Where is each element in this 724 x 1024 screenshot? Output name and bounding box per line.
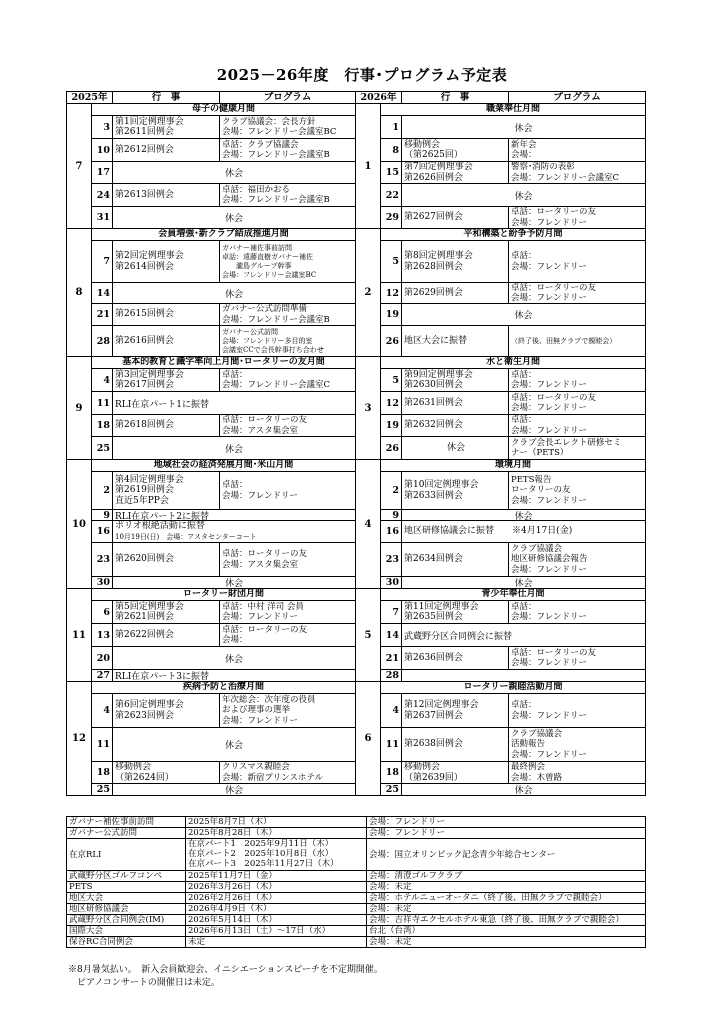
schedule-row bbox=[381, 241, 645, 283]
schedule-row bbox=[381, 624, 645, 647]
annual-event-date: 2025年8月28日（木） bbox=[186, 828, 367, 838]
annual-event-name: 国際大会 bbox=[67, 926, 186, 936]
meeting-day: 27 bbox=[92, 670, 113, 681]
event-cell: 第4回定例理事会 第2619回例会 直近5年PP会 bbox=[113, 472, 220, 509]
event-cell: 第2616回例会 bbox=[113, 326, 220, 356]
month-number: 9 bbox=[67, 357, 92, 459]
program-cell: PETS報告 ロータリーの友 会場：フレンドリー bbox=[511, 474, 587, 506]
meeting-day: 18 bbox=[381, 762, 402, 783]
meeting-day: 11 bbox=[92, 392, 113, 414]
schedule-row bbox=[92, 241, 355, 283]
meeting-day: 3 bbox=[92, 116, 113, 138]
month-block bbox=[356, 589, 645, 682]
meeting-day: 23 bbox=[381, 543, 402, 576]
schedule-row bbox=[381, 415, 645, 437]
schedule-row bbox=[92, 577, 355, 588]
meeting-day: 24 bbox=[92, 184, 113, 206]
schedule-row bbox=[381, 601, 645, 624]
schedule-row bbox=[92, 762, 355, 784]
event-cell: 第1回定例理事会 第2611回例会 bbox=[113, 116, 220, 138]
schedule-row bbox=[381, 784, 645, 795]
annual-event-venue: 会場：吉祥寺エクセルホテル東急（終了後、田無クラブで親睦会） bbox=[369, 915, 624, 925]
program-cell: 卓話： 会場：フレンドリー bbox=[511, 369, 587, 390]
schedule-row bbox=[381, 139, 645, 162]
schedule-row bbox=[92, 162, 355, 184]
meeting-day: 5 bbox=[381, 241, 402, 282]
annual-event-venue: 会場：清澄ゴルフクラブ bbox=[369, 871, 463, 881]
month-number: 7 bbox=[67, 104, 92, 228]
program-cell: 卓話： 会場：フレンドリー bbox=[222, 480, 298, 501]
schedule-row bbox=[381, 670, 645, 681]
month-block bbox=[356, 104, 645, 229]
meeting-day: 4 bbox=[92, 369, 113, 391]
month-body bbox=[92, 682, 355, 795]
month-number: 3 bbox=[356, 357, 381, 459]
closed-cell: 休会 bbox=[224, 741, 243, 751]
meeting-day: 18 bbox=[92, 415, 113, 436]
month-body bbox=[92, 104, 355, 228]
annual-event-venue: 会場：未定 bbox=[369, 882, 412, 892]
meeting-day: 28 bbox=[381, 670, 402, 681]
annual-event-row bbox=[67, 903, 645, 914]
meeting-day: 25 bbox=[92, 784, 113, 795]
annual-event-venue: 会場：国立オリンピック記念青少年総合センター bbox=[369, 849, 556, 860]
event-cell: 第2638回例会 bbox=[402, 728, 509, 761]
meeting-day: 25 bbox=[92, 437, 113, 459]
month-theme: 会員増強･新クラブ結成推進月間 bbox=[92, 229, 355, 241]
annual-event-date: 2025年11月7日（金） bbox=[186, 871, 367, 881]
program-cell: （終了後、田無クラブで親睦会） bbox=[511, 336, 617, 345]
event-cell: 第2615回例会 bbox=[113, 304, 220, 325]
event-cell: 第12回定例理事会 第2637回例会 bbox=[402, 694, 509, 727]
schedule-row bbox=[381, 472, 645, 510]
program-cell: 卓話：ロータリーの友 会場：フレンドリー bbox=[511, 283, 597, 303]
meeting-day: 22 bbox=[381, 184, 402, 206]
program-cell: 年次総会：次年度の役員 および理事の選挙 会場：フレンドリー bbox=[222, 694, 316, 726]
month-block bbox=[356, 460, 645, 589]
schedule-row bbox=[381, 543, 645, 577]
month-body bbox=[381, 229, 645, 356]
schedule-row bbox=[92, 624, 355, 647]
event-cell: 第2612回例会 bbox=[113, 139, 220, 161]
schedule-row bbox=[92, 304, 355, 326]
closed-cell: 休会 bbox=[224, 579, 243, 588]
month-block bbox=[67, 682, 355, 795]
month-body bbox=[381, 460, 645, 588]
closed-cell bbox=[402, 670, 645, 681]
month-theme: 疾病予防と治療月間 bbox=[92, 682, 355, 694]
schedule-row bbox=[92, 784, 355, 795]
month-number: 11 bbox=[67, 589, 92, 681]
annual-event-row bbox=[67, 925, 645, 936]
schedule-row bbox=[381, 647, 645, 670]
schedule-row bbox=[381, 369, 645, 392]
annual-event-venue: 会場：未定 bbox=[369, 937, 412, 947]
meeting-day: 26 bbox=[381, 326, 402, 356]
schedule-row bbox=[92, 283, 355, 304]
closed-cell: RLI在京パート3に振替 bbox=[115, 672, 210, 681]
meeting-day: 19 bbox=[381, 304, 402, 325]
annual-events-table bbox=[66, 816, 646, 948]
event-cell: 移動例会 （第2639回） bbox=[402, 762, 509, 783]
program-cell: 卓話： 会場：フレンドリー bbox=[511, 601, 587, 622]
month-block bbox=[356, 357, 645, 460]
meeting-day: 30 bbox=[92, 577, 113, 588]
annual-event-name: 武蔵野分区合同例会(IM) bbox=[67, 915, 186, 925]
meeting-day: 7 bbox=[381, 601, 402, 623]
meeting-day: 2 bbox=[92, 472, 113, 509]
meeting-day: 19 bbox=[381, 415, 402, 436]
meeting-day: 29 bbox=[381, 207, 402, 228]
annual-event-date: 2026年6月13日（土）～17日（水） bbox=[186, 926, 367, 936]
meeting-day: 10 bbox=[92, 139, 113, 161]
event-subline: 10月19日(日) 会場：アスタセンターコート bbox=[115, 532, 257, 541]
event-cell: 第2636回例会 bbox=[402, 647, 509, 669]
event-cell bbox=[113, 521, 355, 542]
schedule-row bbox=[92, 510, 355, 521]
annual-event-name: 保谷RC合同例会 bbox=[67, 937, 186, 947]
program-cell: クラブ協議会 地区研修協議会報告 会場：フレンドリー bbox=[511, 543, 588, 575]
program-cell: 卓話：ロータリーの友 会場：アスタ集会室 bbox=[222, 415, 308, 436]
month-number: 4 bbox=[356, 460, 381, 588]
meeting-day: 12 bbox=[381, 392, 402, 414]
month-number: 10 bbox=[67, 460, 92, 588]
event-cell: 第2627回例会 bbox=[402, 207, 509, 228]
annual-event-row bbox=[67, 914, 645, 925]
meeting-day: 9 bbox=[381, 510, 402, 520]
closed-cell: RLI在京パート2に振替 bbox=[115, 511, 210, 521]
schedule-row bbox=[92, 437, 355, 459]
schedule-row bbox=[381, 577, 645, 588]
schedule-row bbox=[381, 762, 645, 784]
event-cell: 第2613回例会 bbox=[113, 184, 220, 206]
meeting-day: 30 bbox=[381, 577, 402, 588]
program-cell: 卓話：ロータリーの友 会場：アスタ集会室 bbox=[222, 549, 308, 570]
annual-event-date: 未定 bbox=[186, 937, 367, 947]
schedule-row bbox=[381, 694, 645, 728]
meeting-day: 1 bbox=[381, 116, 402, 138]
closed-cell: 休会 bbox=[224, 214, 243, 224]
program-cell: ガバナー公式訪問 会場：フレンドリー多目的室 会議室CCで会長幹事打ち合わせ bbox=[222, 327, 324, 354]
event-lines bbox=[115, 521, 257, 542]
event-line: ポリオ根絶活動に振替 bbox=[115, 521, 205, 531]
schedule-row bbox=[92, 207, 355, 228]
year-header: 2026年 bbox=[356, 92, 402, 103]
annual-event-row bbox=[67, 816, 645, 827]
event-cell: 第8回定例理事会 第2628回例会 bbox=[402, 241, 509, 282]
schedule-row bbox=[92, 184, 355, 207]
schedule-grid bbox=[66, 91, 646, 796]
annual-event-name: ガバナー補佐事前訪問 bbox=[67, 817, 186, 827]
event-cell: 第10回定例理事会 第2633回例会 bbox=[402, 472, 509, 509]
annual-event-row bbox=[67, 881, 645, 892]
schedule-row bbox=[92, 116, 355, 139]
schedule-row bbox=[92, 326, 355, 356]
event-cell: 第2回定例理事会 第2614回例会 bbox=[113, 241, 220, 282]
meeting-day: 6 bbox=[92, 601, 113, 623]
month-theme: 平和構築と紛争予防月間 bbox=[381, 229, 645, 241]
event-cell: 移動例会 （第2625回） bbox=[402, 139, 509, 161]
event-header: 行 事 bbox=[113, 92, 220, 103]
closed-cell: 休会 bbox=[224, 444, 243, 455]
month-body bbox=[92, 357, 355, 459]
closed-cell: 休会 bbox=[514, 579, 533, 588]
annual-event-name: 武蔵野分区ゴルフコンペ bbox=[67, 871, 186, 881]
program-cell: 卓話：ロータリーの友 会場：フレンドリー bbox=[511, 207, 597, 228]
program-cell: クラブ協議会：会長方針 会場：フレンドリー会議室BC bbox=[222, 116, 337, 137]
program-cell: 卓話：クラブ協議会 会場：フレンドリー会議室B bbox=[222, 139, 330, 160]
annual-event-venue: 会場：ホテルニューオータニ（終了後、田無クラブで親睦会） bbox=[369, 893, 607, 903]
event-cell: 第9回定例理事会 第2630回例会 bbox=[402, 369, 509, 391]
month-number: 8 bbox=[67, 229, 92, 356]
annual-event-date: 2026年3月26日（木） bbox=[186, 882, 367, 892]
schedule-row bbox=[92, 472, 355, 510]
closed-cell: 休会 bbox=[514, 311, 533, 321]
meeting-day: 23 bbox=[92, 543, 113, 576]
annual-event-row bbox=[67, 827, 645, 838]
program-cell: 卓話：ロータリーの友 会場：フレンドリー bbox=[511, 392, 597, 413]
month-body bbox=[92, 460, 355, 588]
event-cell: 第3回定例理事会 第2617回例会 bbox=[113, 369, 220, 391]
schedule-row bbox=[381, 116, 645, 139]
annual-event-venue: 会場：未定 bbox=[369, 904, 412, 914]
event-header: 行 事 bbox=[402, 92, 509, 103]
meeting-day: 16 bbox=[381, 521, 402, 542]
closed-cell: RLI在京パート1に振替 bbox=[115, 399, 210, 410]
program-cell: クラブ会長エレクト研修セミ ナー（PETS） bbox=[511, 437, 622, 458]
annual-event-name: 地区研修協議会 bbox=[67, 904, 186, 914]
closed-cell: 休会 bbox=[514, 191, 533, 202]
closed-cell: 休会 bbox=[514, 123, 533, 134]
program-cell: 最終例会 会場：木曽路 bbox=[511, 762, 563, 783]
program-cell: ガバナー公式訪問準備 会場：フレンドリー会議室B bbox=[222, 304, 330, 325]
annual-event-row bbox=[67, 870, 645, 881]
schedule-row bbox=[92, 647, 355, 670]
closed-cell: 武蔵野分区合同例会に振替 bbox=[404, 631, 513, 642]
meeting-day: 20 bbox=[92, 647, 113, 669]
event-cell: 第5回定例理事会 第2621回例会 bbox=[113, 601, 220, 623]
month-block bbox=[356, 682, 645, 795]
month-theme: 水と衛生月間 bbox=[381, 357, 645, 369]
schedule-row bbox=[381, 283, 645, 304]
event-cell: 休会 bbox=[402, 437, 509, 459]
annual-event-row bbox=[67, 892, 645, 903]
meeting-day: 18 bbox=[92, 762, 113, 783]
meeting-day: 26 bbox=[381, 437, 402, 459]
schedule-row bbox=[381, 326, 645, 356]
schedule-first-half bbox=[66, 91, 356, 796]
schedule-row bbox=[381, 184, 645, 207]
month-body bbox=[381, 589, 645, 681]
month-number: 5 bbox=[356, 589, 381, 681]
event-cell: 第11回定例理事会 第2635回例会 bbox=[402, 601, 509, 623]
schedule-row bbox=[92, 543, 355, 577]
meeting-day: 25 bbox=[381, 784, 402, 795]
month-theme: ロータリー親睦活動月間 bbox=[381, 682, 645, 694]
meeting-day: 17 bbox=[92, 162, 113, 183]
meeting-day: 4 bbox=[92, 694, 113, 727]
month-theme: 基本的教育と識字率向上月間･ロータリーの友月間 bbox=[92, 357, 355, 369]
program-cell: 警察･消防の表彰 会場：フレンドリー会議室C bbox=[511, 162, 619, 183]
event-cell: 第6回定例理事会 第2623回例会 bbox=[113, 694, 220, 727]
month-block bbox=[67, 229, 355, 357]
month-body bbox=[381, 357, 645, 459]
meeting-day: 13 bbox=[92, 624, 113, 646]
month-theme: ロータリー財団月間 bbox=[92, 589, 355, 601]
meeting-day: 31 bbox=[92, 207, 113, 228]
event-cell: 地区大会に振替 bbox=[402, 326, 509, 356]
annual-event-date: 2025年8月7日（木） bbox=[186, 817, 367, 827]
closed-cell: 休会 bbox=[514, 786, 533, 795]
annual-event-venue: 会場：フレンドリー bbox=[369, 817, 445, 827]
closed-cell: 休会 bbox=[224, 289, 243, 300]
event-cell: 移動例会 （第2624回） bbox=[113, 762, 220, 783]
event-cell: 第2618回例会 bbox=[113, 415, 220, 436]
month-number: 6 bbox=[356, 682, 381, 795]
event-cell: 第2629回例会 bbox=[402, 283, 509, 303]
meeting-day: 12 bbox=[381, 283, 402, 303]
meeting-day: 15 bbox=[381, 162, 402, 183]
schedule-row bbox=[92, 139, 355, 162]
meeting-day: 14 bbox=[381, 624, 402, 646]
month-number: 12 bbox=[67, 682, 92, 795]
meeting-day: 14 bbox=[92, 283, 113, 303]
schedule-row bbox=[92, 670, 355, 681]
event-cell: 第2634回例会 bbox=[402, 543, 509, 576]
program-cell: クリスマス親睦会 会場：新宿プリンスホテル bbox=[222, 762, 323, 783]
event-cell: 第2631回例会 bbox=[402, 392, 509, 414]
month-number: 2 bbox=[356, 229, 381, 356]
month-block bbox=[356, 229, 645, 357]
meeting-day: 11 bbox=[381, 728, 402, 761]
annual-event-name: ガバナー公式訪問 bbox=[67, 828, 186, 838]
annual-event-date: 2026年5月14日（木） bbox=[186, 915, 367, 925]
page-title: 2025－26年度 行事･プログラム予定表 bbox=[216, 66, 508, 84]
meeting-day: 2 bbox=[381, 472, 402, 509]
annual-event-date: 2026年2月26日（木） bbox=[186, 893, 367, 903]
schedule-row bbox=[92, 392, 355, 415]
event-cell: 第2632回例会 bbox=[402, 415, 509, 436]
table-header bbox=[356, 92, 645, 104]
annual-event-date: 在京パート1 2025年9月11日（木） 在京パート2 2025年10月8日（水） 在京パート3 2025年11月27日（木） bbox=[186, 839, 367, 870]
annual-event-name: 地区大会 bbox=[67, 893, 186, 903]
year-header: 2025年 bbox=[67, 92, 113, 103]
meeting-day: 21 bbox=[92, 304, 113, 325]
program-cell: 卓話： 会場：フレンドリー bbox=[511, 251, 587, 272]
schedule-row bbox=[92, 728, 355, 762]
closed-cell: 休会 bbox=[224, 786, 243, 795]
month-body bbox=[92, 229, 355, 356]
annual-event-venue: 台北（台湾） bbox=[369, 926, 421, 936]
month-block bbox=[67, 104, 355, 229]
schedule-row bbox=[381, 437, 645, 459]
annual-event-row bbox=[67, 838, 645, 870]
closed-cell: 休会 bbox=[224, 654, 243, 665]
program-cell: 卓話：中村 洋司 会員 会場：フレンドリー bbox=[222, 601, 304, 622]
annual-event-venue: 会場：フレンドリー bbox=[369, 828, 445, 838]
table-header bbox=[67, 92, 355, 104]
event-cell: 地区研修協議会に振替 ※4月17日(金) bbox=[404, 526, 573, 537]
schedule-row bbox=[92, 369, 355, 392]
program-cell: クラブ協議会 活動報告 会場：フレンドリー bbox=[511, 728, 587, 760]
month-theme: 地域社会の経済発展月間･米山月間 bbox=[92, 460, 355, 472]
event-cell: 第7回定例理事会 第2626回例会 bbox=[402, 162, 509, 183]
meeting-day: 16 bbox=[92, 521, 113, 542]
schedule-row bbox=[381, 510, 645, 521]
annual-event-name: PETS bbox=[67, 882, 186, 892]
schedule-row bbox=[92, 694, 355, 728]
annual-event-row bbox=[67, 936, 645, 947]
month-block bbox=[67, 460, 355, 589]
schedule-row bbox=[381, 162, 645, 184]
schedule-row bbox=[381, 207, 645, 228]
program-cell: 卓話：ロータリーの友 会場：フレンドリー bbox=[511, 647, 597, 668]
meeting-day: 7 bbox=[92, 241, 113, 282]
program-cell: 卓話： 会場：フレンドリー会議室C bbox=[222, 369, 330, 390]
program-cell: ガバナー補佐事前訪問 卓話：遠藤直樹ガバナー補佐 瀧島グループ幹事 会場：フレンドリー会議室BC bbox=[222, 243, 317, 279]
program-cell: 新年会 会場： bbox=[511, 139, 537, 160]
month-theme: 職業奉仕月間 bbox=[381, 104, 645, 116]
meeting-day: 8 bbox=[381, 139, 402, 161]
meeting-day: 11 bbox=[92, 728, 113, 761]
closed-cell: 休会 bbox=[224, 169, 243, 179]
meeting-day: 28 bbox=[92, 326, 113, 356]
meeting-day: 4 bbox=[381, 694, 402, 727]
schedule-row bbox=[92, 521, 355, 543]
footnotes: ※8月暑気払い。 新入会員歓迎会、イニシエーションスピーチを不定期開催。 ピアノコンサートの開催日は未定。 bbox=[68, 965, 383, 988]
program-header: プログラム bbox=[263, 92, 312, 103]
program-cell: 卓話： 会場：フレンドリー bbox=[511, 700, 587, 721]
month-body bbox=[92, 589, 355, 681]
schedule-row bbox=[92, 415, 355, 437]
month-number: 1 bbox=[356, 104, 381, 228]
event-cell: 第2622回例会 bbox=[113, 624, 220, 646]
month-body bbox=[381, 104, 645, 228]
event-cell: 第2620回例会 bbox=[113, 543, 220, 576]
schedule-row bbox=[381, 521, 645, 543]
schedule-second-half bbox=[356, 91, 646, 796]
meeting-day: 5 bbox=[381, 369, 402, 391]
month-block bbox=[67, 589, 355, 682]
month-block bbox=[67, 357, 355, 460]
month-theme: 母子の健康月間 bbox=[92, 104, 355, 116]
month-theme: 青少年奉仕月間 bbox=[381, 589, 645, 601]
closed-cell: 休会 bbox=[514, 511, 533, 521]
schedule-row bbox=[92, 601, 355, 624]
annual-event-date: 2026年4月9日（木） bbox=[186, 904, 367, 914]
program-cell: 卓話：ロータリーの友 会場： bbox=[222, 624, 308, 645]
program-cell: 卓話： 会場：フレンドリー bbox=[511, 415, 587, 436]
schedule-row bbox=[381, 304, 645, 326]
program-cell: 卓話：福田かおる 会場：フレンドリー会議室B bbox=[222, 184, 330, 205]
program-header: プログラム bbox=[553, 92, 601, 103]
month-body bbox=[381, 682, 645, 795]
month-theme: 環境月間 bbox=[381, 460, 645, 472]
schedule-row bbox=[381, 392, 645, 415]
schedule-row bbox=[381, 728, 645, 762]
meeting-day: 21 bbox=[381, 647, 402, 669]
annual-event-name: 在京RLI bbox=[67, 839, 186, 870]
meeting-day: 9 bbox=[92, 510, 113, 520]
